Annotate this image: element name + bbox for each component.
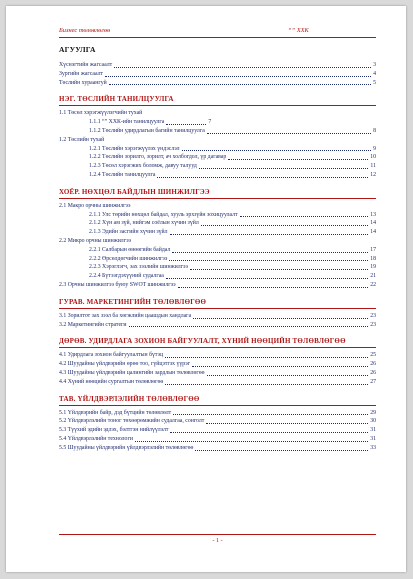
toc-entry[interactable] [59,409,376,418]
toc-entry-label: 1.2 Төслийн тухай [59,136,105,143]
toc-entry-page: 19 [370,264,376,271]
toc-dot-leader [172,252,368,253]
toc-entry-page: 31 [370,435,376,442]
running-footer [59,534,376,547]
toc-entry-label: 2.2.2 Өрсөлдөгчийн шинжилгээ [89,255,168,262]
toc-entry-page: 5 [373,79,376,86]
toc-dot-leader [193,318,368,319]
chapter-heading[interactable]: ХОЁР. НӨХЦӨЛ БАЙДЛЫН ШИНЖИЛГЭЭ [59,188,376,199]
toc-entry-page: 26 [370,361,376,368]
toc-entry-label: 2.1.1 Улс төрийн нөхцөл байдал, хууль эрхзүйн зохицуулалт [89,211,238,218]
chapter-heading[interactable]: ГУРАВ. МАРКЕТИНГИЙН ТӨЛӨВЛӨГӨӨ [59,298,376,309]
toc-entry[interactable] [59,171,376,180]
toc-entry-label: 5.2 Үйлдвэрлэлийн тоног төхөөрөмжийн судалгаа, сонголт [59,418,205,425]
toc-entry-page: 29 [370,409,376,416]
toc-entry-label: 1.1.1 “” ХХК-ийн танилцуулга [89,119,165,126]
toc-entry-label: 1.2.4 Төслийн танилцуулга [89,171,156,178]
toc-dot-leader [195,450,368,451]
toc-entry-label: 4.4 Хүний нөөцийн сургалтын төлөвлөгөө [59,378,164,385]
toc-entry-label: 3.2 Маркетингийн стратеги [59,321,127,328]
toc-entry[interactable] [59,378,376,387]
toc-dot-leader [199,168,369,169]
toc-dot-leader [165,384,368,385]
toc-entry-page: 22 [370,281,376,288]
toc-entry-label: 1.2.2 Төслийн зорилго, зорилт, ач холбогдол, үр дагавар [89,154,227,161]
toc-entry-label: 4.3 Шуудайны үйлдвэрийн цалингийн зардлын төлөвлөгөө [59,369,205,376]
toc-entry-label: 2.1.3 Эдийн засгийн хүчин зүйл [89,229,168,236]
toc-entry-page: 25 [370,352,376,359]
toc-entry-page: 26 [370,369,376,376]
toc-entry-label: 5.5 Шуудайны үйлдвэрийн үйлдвэрлэлийн төлөвлөгөө [59,444,194,451]
toc-entry-page: 18 [370,255,376,262]
toc-entry-label: 2.2.1 Салбарын өнөөгийн байдал [89,246,171,253]
toc-dot-leader [135,441,368,442]
toc-entry-label: 2.2.4 Бүтээгдэхүүний судалгаа [89,273,164,280]
toc-entry-label: 2.1 Макро орчны шинжилгээ [59,202,131,209]
toc-entry-label: 1.1 Төсөл хэрэгжүүлэгчийн тухай [59,110,143,117]
toc-dot-leader [206,423,368,424]
toc-dot-leader [170,234,369,235]
toc-entry[interactable] [59,136,376,145]
toc-entry-label: 5.4 Үйлдвэрлэлийн технологи [59,435,133,442]
toc-entry[interactable] [59,219,376,228]
chapter-heading[interactable]: ТАВ. ҮЙЛДВЭРЛЭЛИЙН ТӨЛӨВЛӨГӨӨ [59,395,376,406]
toc-entry-label: 5.1 Үйлдвэрийн байр, дэд бүтцийн төлөвлөлт [59,409,172,416]
toc-entry-label: 2.2.3 Хэрэглэгч, зах зээлийн шинжилгээ [89,264,188,271]
toc-dot-leader [157,177,368,178]
toc-dot-leader [190,269,368,270]
toc-entry-label: 5.3 Түүхий эдийн эдлэх, бэлтгэн нийлүүлэлт [59,427,169,434]
toc-entry-label: Хүснэгтийн жагсаалт [59,62,113,68]
toc-entry[interactable] [59,246,376,255]
document-page [6,6,406,572]
toc-dot-leader [165,357,368,358]
toc-entry[interactable] [59,312,376,321]
toc-dot-leader [192,366,368,367]
toc-entry[interactable] [59,202,376,211]
toc-dot-leader [166,124,206,125]
toc-entry-page: 7 [208,119,212,126]
toc-entry-label: 4.1 Удирдлагa зохион байгуулалтын бүтэц [59,352,164,359]
toc-entry[interactable] [59,162,376,171]
toc-entry[interactable] [59,263,376,272]
toc-entry-page: 11 [370,163,376,170]
toc-dot-leader [169,260,368,261]
toc-entry-page: 21 [370,273,376,280]
toc-dot-leader [178,287,369,288]
toc-entry[interactable] [59,444,376,453]
running-header [59,25,376,38]
toc-entry-page: 17 [370,246,376,253]
table-of-contents [59,61,376,453]
toc-entry[interactable] [59,127,376,136]
toc-entry-page: 3 [373,62,376,68]
toc-entry-label: Төслийн хураангуй [59,79,107,86]
toc-dot-leader [201,225,368,226]
toc-entry[interactable] [59,272,376,281]
toc-entry-page: 12 [370,171,376,178]
toc-dot-leader [109,84,371,85]
toc-entry[interactable] [59,237,376,246]
toc-entry[interactable] [59,79,376,88]
header-document-title: Бизнес төлөвлөгөө [59,27,111,34]
toc-dot-leader [182,150,372,151]
header-company-name: “” ХХК [288,27,309,34]
toc-entry[interactable] [59,211,376,220]
toc-entry[interactable] [59,360,376,369]
toc-dot-leader [105,76,371,77]
toc-entry-label: 4.2 Шуудайны үйлдвэрийн өрөө тоо, гүйцэтгэх үүрэг [59,361,191,368]
toc-entry[interactable] [59,145,376,154]
toc-title: АГУУЛГА [59,45,96,54]
toc-entry-label: 3.1 Зорилтот зах зээл ба хөгжлийн цаашдын хандлага [59,312,192,319]
toc-entry-label: 2.2 Микро орчны шинжилгээ [59,237,132,244]
chapter-heading[interactable]: ДӨРӨВ. УДИРДЛАГА ЗОХИОН БАЙГУУЛАЛТ, ХҮНИЙ НӨӨЦИЙН ТӨЛӨВЛӨГӨӨ [59,337,376,348]
toc-entry-page: 31 [370,427,376,434]
toc-entry-page: 8 [373,127,376,134]
toc-entry-page: 9 [373,145,376,152]
toc-entry-label: Зургийн жагсаалт [59,70,104,77]
toc-entry[interactable] [59,153,376,162]
toc-entry[interactable] [59,281,376,290]
toc-entry[interactable] [59,321,376,330]
toc-entry[interactable] [59,109,376,118]
chapter-heading[interactable]: НЭГ. ТӨСЛИЙН ТАНИЛЦУУЛГА [59,95,376,106]
toc-entry-page: 14 [370,229,376,236]
toc-entry[interactable] [59,70,376,79]
toc-entry-label: 2.3 Орчны шинжилгээ буюу SWOT шинжилгээ [59,281,176,288]
toc-entry-label: 1.1.2 Төслийн удирдлагын багийн танилцуулга [89,127,205,134]
toc-entry-page: 30 [370,418,376,425]
toc-entry-label: 1.2.1 Төслийн хэрэгжүүлэх үндэслэл [89,145,180,152]
toc-dot-leader [173,414,368,415]
toc-entry-page: 27 [370,378,376,385]
toc-dot-leader [228,159,368,160]
toc-dot-leader [170,432,368,433]
toc-dot-leader [114,67,371,68]
toc-entry[interactable] [59,417,376,426]
toc-entry-page: 13 [370,211,376,218]
toc-entry-page: 10 [370,154,376,161]
toc-entry-label: 2.1.2 Хүн ам зүй, нийгэм соёлын хүчин зүйл [89,220,199,227]
toc-entry-page: 33 [370,444,376,451]
toc-entry[interactable] [59,435,376,444]
toc-dot-leader [240,216,369,217]
toc-entry[interactable] [59,61,376,70]
toc-entry[interactable] [59,255,376,264]
toc-entry-label: 1.2.3 Төсөл хэрэгжих боломж, давуу талууд [89,163,197,170]
toc-entry[interactable] [59,351,376,360]
toc-entry[interactable] [59,228,376,237]
toc-entry[interactable] [59,426,376,435]
toc-entry-page: 23 [370,321,376,328]
footer-page-number: - 1 - [212,537,223,544]
toc-dot-leader [207,133,371,134]
toc-dot-leader [207,375,369,376]
toc-dot-leader [166,278,368,279]
toc-entry[interactable] [59,369,376,378]
toc-dot-leader [129,326,369,327]
toc-entry-page: 23 [370,312,376,319]
toc-entry[interactable] [59,118,376,127]
toc-entry-page: 14 [370,220,376,227]
toc-entry-page: 4 [373,70,376,77]
